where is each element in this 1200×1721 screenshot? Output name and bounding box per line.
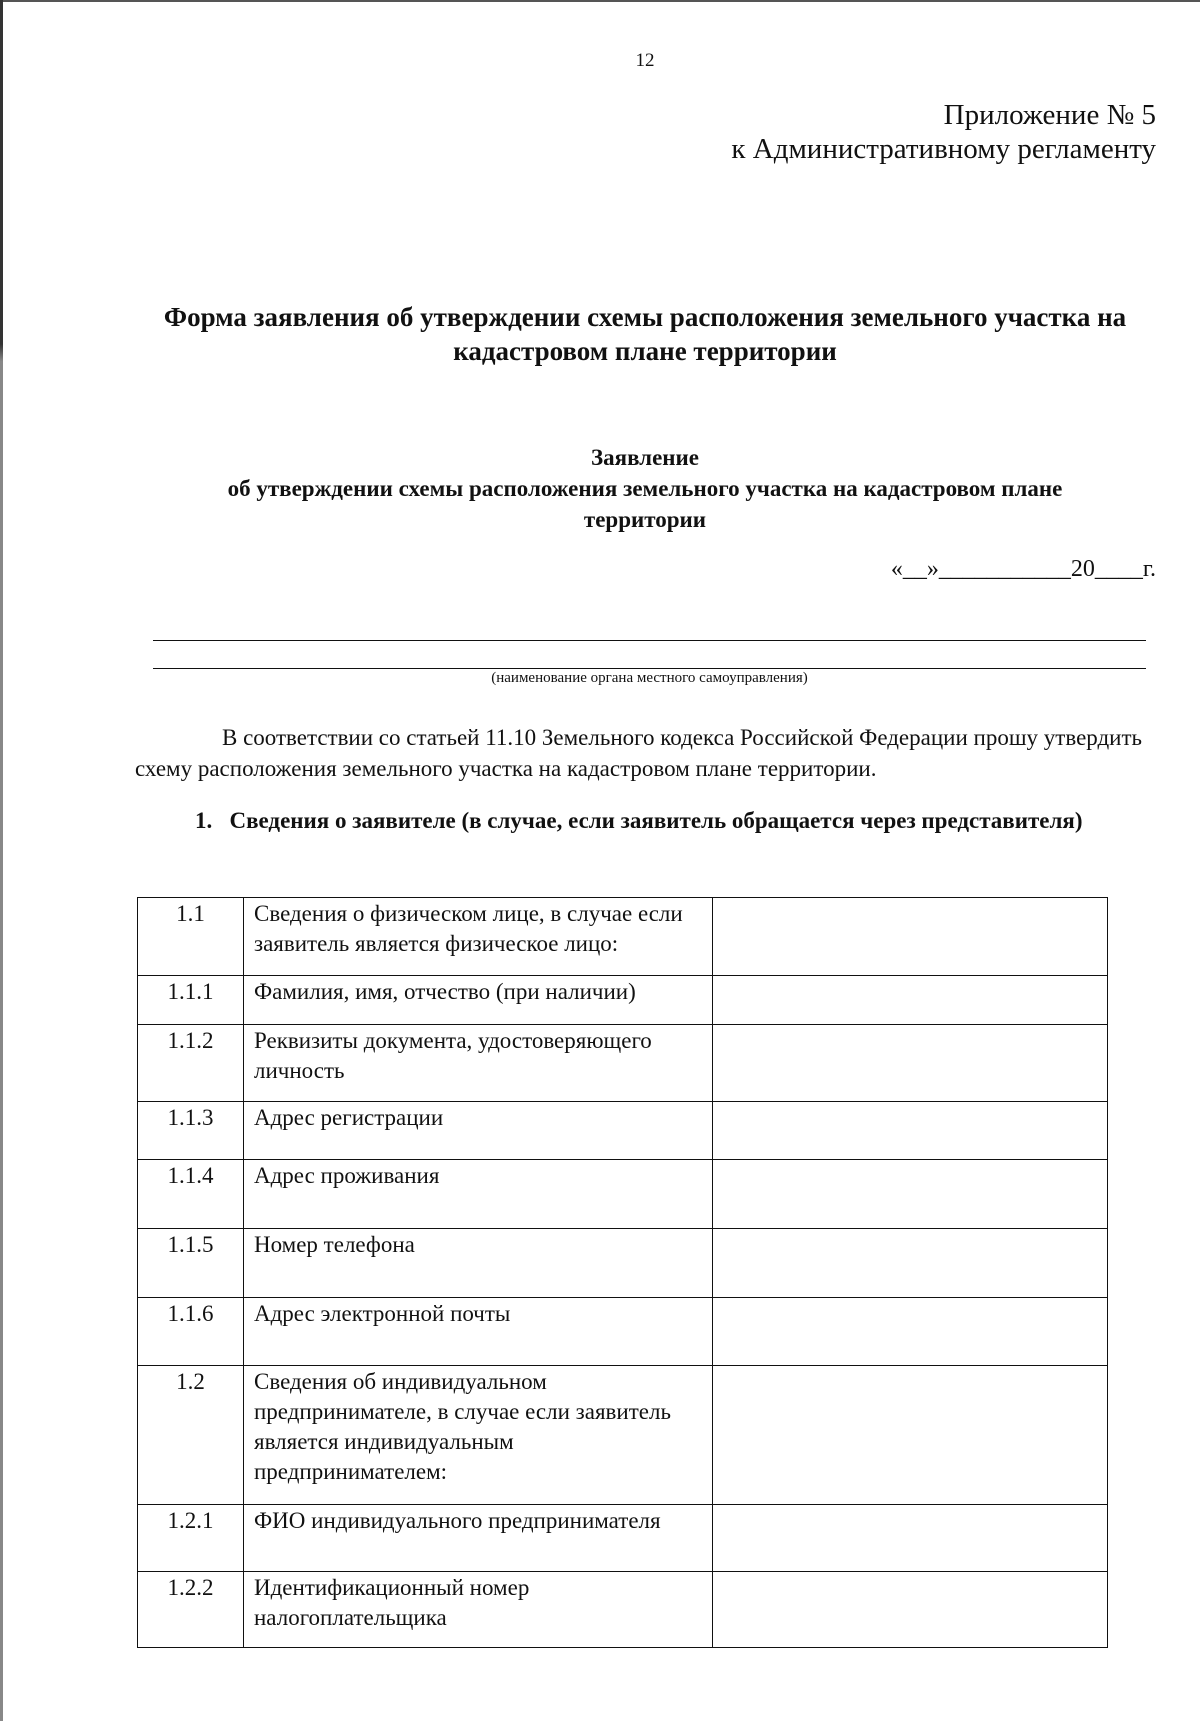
statement-line-3: территории: [583, 507, 707, 532]
row-number: 1.1.6: [138, 1298, 244, 1366]
statement-title: [140, 442, 1150, 535]
table-row: [138, 1298, 1108, 1366]
form-title-line-2: кадастровом плане территории: [453, 336, 837, 366]
date-year-blank: ____: [1094, 556, 1143, 582]
row-number: 1.1.3: [138, 1102, 244, 1160]
appendix-header: [731, 98, 1156, 166]
body-paragraph: В соответствии со статьей 11.10 Земельного кодекса Российской Федерации прошу утвердить схему расположения земельного участка на кадастровом плане территории.: [135, 725, 1143, 781]
statement-heading: Заявление: [590, 445, 700, 470]
row-value: [713, 1229, 1108, 1298]
table-row: [138, 1229, 1108, 1298]
row-value: [713, 976, 1108, 1025]
row-label: Адрес электронной почты: [244, 1298, 713, 1366]
row-label: Сведения об индивидуальном предпринимателе, в случае если заявитель является индивидуальным предпринимателем:: [244, 1366, 713, 1505]
appendix-line-1: Приложение № 5: [943, 99, 1156, 131]
row-label: Номер телефона: [244, 1229, 713, 1298]
applicant-info-table: [137, 897, 1108, 1648]
row-label: Фамилия, имя, отчество (при наличии): [244, 976, 713, 1025]
date-year-prefix: 20: [1070, 556, 1095, 582]
row-value: [713, 1160, 1108, 1229]
authority-caption: (наименование органа местного самоуправления): [491, 670, 808, 686]
row-label: ФИО индивидуального предпринимателя: [244, 1505, 713, 1572]
row-number: 1.1.5: [138, 1229, 244, 1298]
row-number: 1.1.1: [138, 976, 244, 1025]
form-title: [120, 300, 1170, 368]
row-label: Адрес проживания: [244, 1160, 713, 1229]
table-row: [138, 1025, 1108, 1102]
section-heading: [195, 808, 1083, 834]
row-value: [713, 1572, 1108, 1648]
row-label: Адрес регистрации: [244, 1102, 713, 1160]
date-open-quote: «: [890, 556, 903, 582]
row-number: 1.1.2: [138, 1025, 244, 1102]
scan-border-top: [0, 0, 1200, 2]
row-label: Реквизиты документа, удостоверяющего личность: [244, 1025, 713, 1102]
table-row: [138, 1505, 1108, 1572]
authority-blank-line-1: [153, 640, 1146, 641]
date-day-blank: __: [902, 556, 927, 582]
row-number: 1.2: [138, 1366, 244, 1505]
date-close-quote: »: [926, 556, 939, 582]
row-value: [713, 1102, 1108, 1160]
row-label: Сведения о физическом лице, в случае если заявитель является физическое лицо:: [244, 898, 713, 976]
row-value: [713, 1298, 1108, 1366]
table-row: [138, 1366, 1108, 1505]
page-number: 12: [635, 50, 655, 71]
row-number: 1.1.4: [138, 1160, 244, 1229]
date-field: [891, 556, 1156, 583]
row-value: [713, 1366, 1108, 1505]
appendix-line-2: к Административному регламенту: [731, 133, 1156, 165]
table-row: [138, 1160, 1108, 1229]
row-label: Идентификационный номер налогоплательщика: [244, 1572, 713, 1648]
section-title: Сведения о заявителе (в случае, если заявитель обращается через представителя): [229, 808, 1083, 833]
form-title-line-1: Форма заявления об утверждении схемы расположения земельного участка на: [163, 302, 1127, 332]
row-value: [713, 898, 1108, 976]
authority-blank-line-2: [153, 668, 1146, 669]
row-value: [713, 1025, 1108, 1102]
date-month-blank: ___________: [938, 556, 1071, 582]
section-number: 1.: [195, 808, 213, 833]
row-number: 1.2.1: [138, 1505, 244, 1572]
row-value: [713, 1505, 1108, 1572]
scan-border-left: [0, 0, 3, 1721]
table-row: [138, 1102, 1108, 1160]
table-row: [138, 898, 1108, 976]
date-year-suffix: г.: [1142, 556, 1156, 582]
table-row: [138, 1572, 1108, 1648]
table-row: [138, 976, 1108, 1025]
row-number: 1.1: [138, 898, 244, 976]
row-number: 1.2.2: [138, 1572, 244, 1648]
statement-line-2: об утверждении схемы расположения земельного участка на кадастровом плане: [227, 476, 1063, 501]
